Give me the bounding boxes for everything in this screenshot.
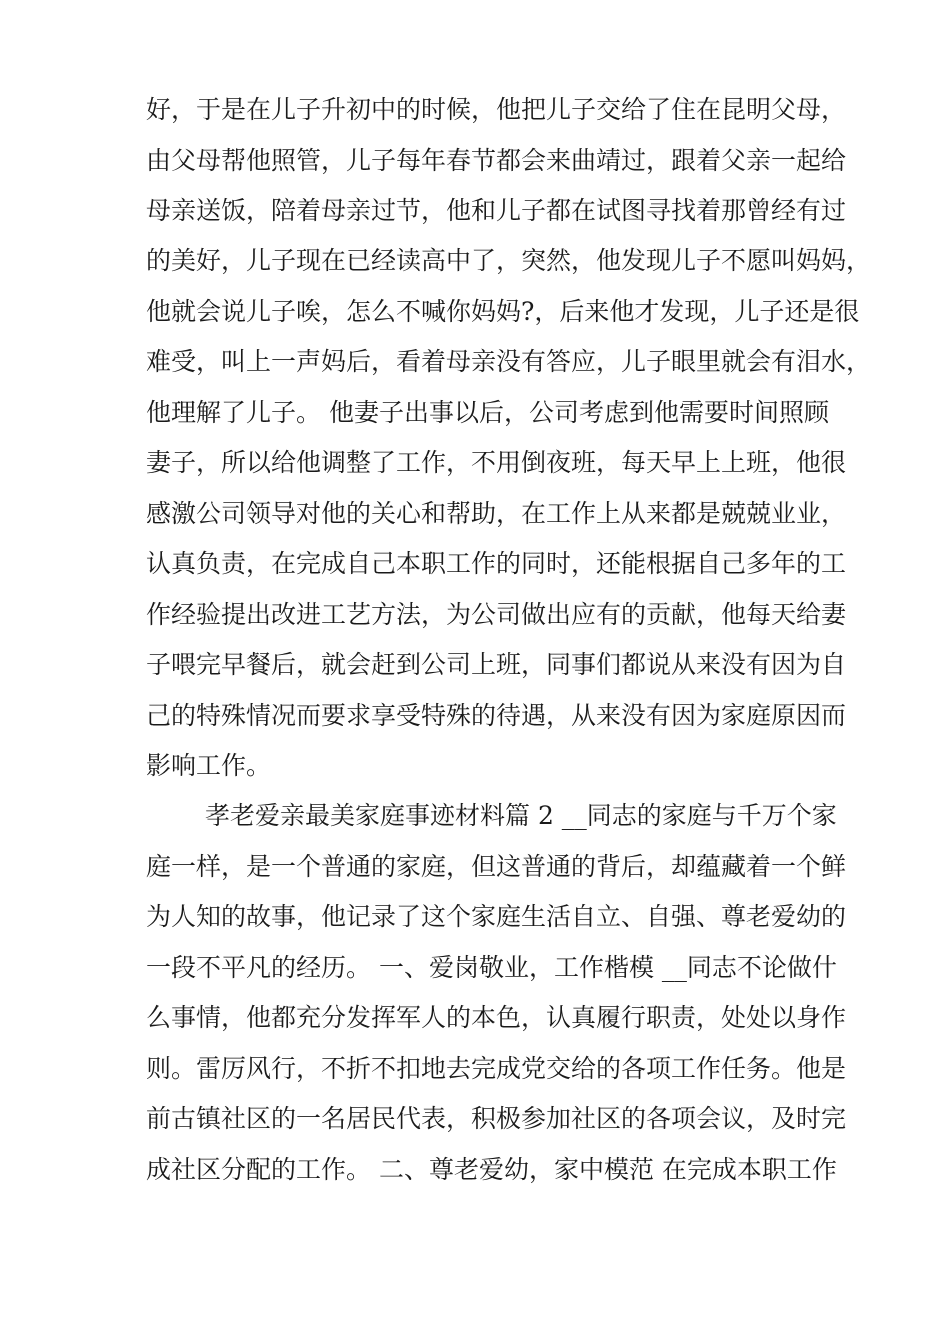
text-line: 庭一样，是一个普通的家庭，但这普通的背后，却蕴藏着一个鲜 bbox=[146, 852, 847, 881]
text-line: 己的特殊情况而要求享受特殊的待遇，从来没有因为家庭原因而 bbox=[146, 701, 847, 730]
text-line: 难受，叫上一声妈后，看着母亲没有答应，儿子眼里就会有泪水， bbox=[146, 347, 872, 376]
text-line: 好，于是在儿子升初中的时候，他把儿子交给了住在昆明父母， bbox=[146, 95, 847, 124]
text-line: 他就会说儿子唉，怎么不喊你妈妈?，后来他才发现，儿子还是很 bbox=[146, 297, 860, 326]
text-line: 前古镇社区的一名居民代表，积极参加社区的各项会议，及时完 bbox=[146, 1104, 847, 1133]
text-line: 认真负责，在完成自己本职工作的同时，还能根据自己多年的工 bbox=[146, 549, 847, 578]
text-line: 一段不平凡的经历。 一、爱岗敬业，工作楷模 __同志不论做什 bbox=[146, 953, 837, 982]
text-line: 则。雷厉风行，不折不扣地去完成党交给的各项工作任务。他是 bbox=[146, 1054, 847, 1083]
text-line: 作经验提出改进工艺方法，为公司做出应有的贡献，他每天给妻 bbox=[146, 600, 847, 629]
text-line: 为人知的故事，他记录了这个家庭生活自立、自强、尊老爱幼的 bbox=[146, 902, 847, 931]
text-line: 成社区分配的工作。 二、尊老爱幼，家中模范 在完成本职工作 bbox=[146, 1155, 837, 1184]
text-line: 由父母帮他照管，儿子每年春节都会来曲靖过，跟着父亲一起给 bbox=[146, 146, 847, 175]
text-line: 的美好，儿子现在已经读高中了，突然，他发现儿子不愿叫妈妈， bbox=[146, 246, 872, 275]
text-line: 他理解了儿子。 他妻子出事以后，公司考虑到他需要时间照顾 bbox=[146, 398, 829, 427]
text-line: 妻子，所以给他调整了工作，不用倒夜班，每天早上上班，他很 bbox=[146, 448, 847, 477]
text-line: 子喂完早餐后，就会赶到公司上班，同事们都说从来没有因为自 bbox=[146, 650, 847, 679]
text-line: 么事情，他都充分发挥军人的本色，认真履行职责，处处以身作 bbox=[146, 1003, 847, 1032]
text-line: 母亲送饭，陪着母亲过节，他和儿子都在试图寻找着那曾经有过 bbox=[146, 196, 847, 225]
text-line: 影响工作。 bbox=[146, 751, 272, 780]
paragraph-heading-line: 孝老爱亲最美家庭事迹材料篇 2 __同志的家庭与千万个家 bbox=[205, 801, 837, 830]
text-line: 感激公司领导对他的关心和帮助，在工作上从来都是兢兢业业， bbox=[146, 499, 847, 528]
